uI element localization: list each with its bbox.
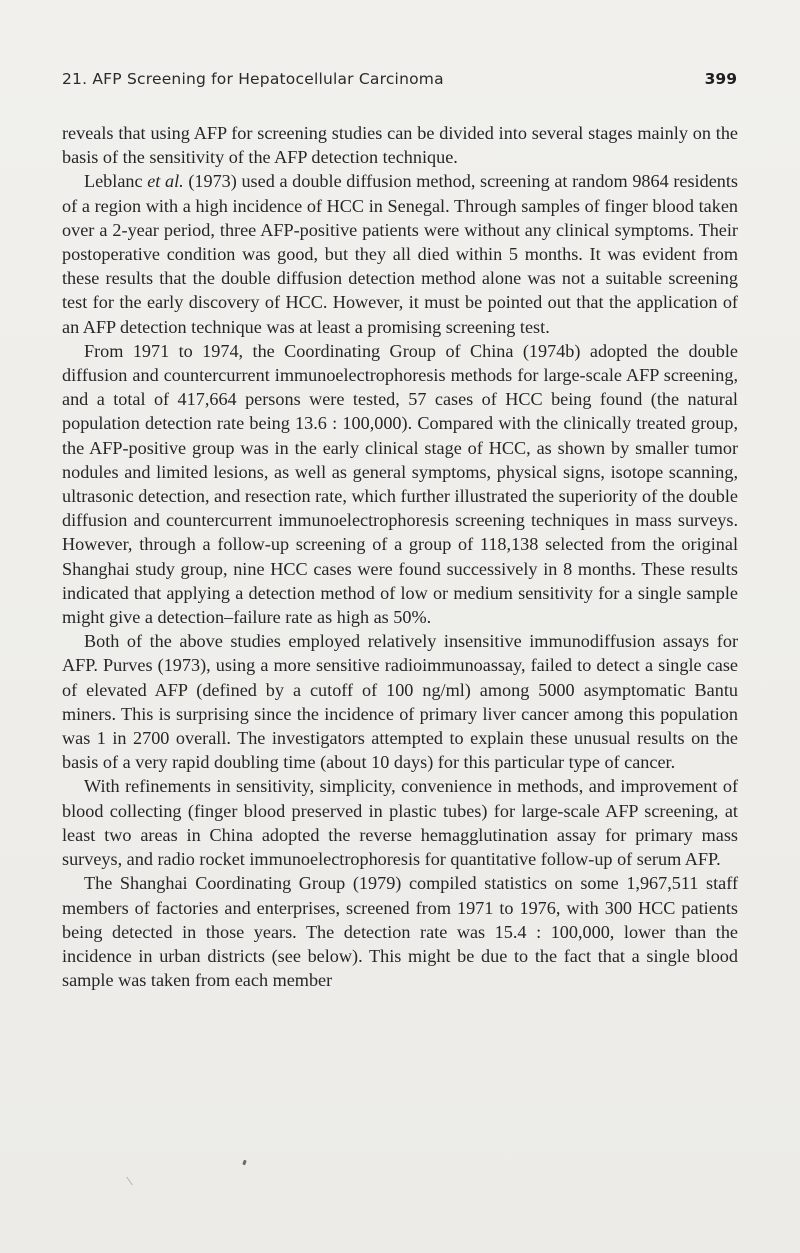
paper-scratch (126, 1177, 133, 1186)
ink-speck (242, 1160, 247, 1166)
paragraph-coordinating-group: From 1971 to 1974, the Coordinating Group of China (1974b) adopted the double diffusion and countercurrent immunoelectrophoresis methods for large-scale AFP screening, and a total of 417,664 persons were tested, 57 cases of HCC being found (the natural population detection rate being 13.6 : 100,000). Compared with the clinically treated group, the AFP-positive group was in the early clinical stage of HCC, as shown by smaller tumor nodules and limited lesions, as well as general symptoms, physical signs, isotope scanning, ultrasonic detection, and resection rate, which further illustrated the superiority of the double diffusion and countercurrent immunoelectrophoresis screening techniques in mass surveys. However, through a follow-up screening of a group of 118,138 selected from the original Shanghai study group, nine HCC cases were found successively in 8 months. These results indicated that applying a detection method of low or medium sensitivity for a single sample might give a detection–failure rate as high as 50%. (62, 340, 738, 628)
paragraph-shanghai-statistics: The Shanghai Coordinating Group (1979) compiled statistics on some 1,967,511 staff members of factories and enterprises, screened from 1971 to 1976, with 300 HCC patients being detected in those years. The detection rate was 15.4 : 100,000, lower than the incidence in urban districts (see below). This might be due to the fact that a single blood sample was taken from each member (62, 873, 738, 991)
paragraph-continuation: reveals that using AFP for screening studies can be divided into several stages mainly on the basis of the sensitivity of the AFP detection technique. (62, 123, 738, 168)
paragraph-leblanc: Leblanc et al. (1973) used a double diffusion method, screening at random 9864 residents of a region with a high incidence of HCC in Senegal. Through samples of finger blood taken over a 2-year period, three AFP-positive patients were without any clinical symptoms. Their postoperative condition was good, but they all died within 5 months. It was evident from these results that the double diffusion detection method alone was not a suitable screening test for the early discovery of HCC. However, it must be pointed out that the application of an AFP detection technique was at least a promising screening test. (62, 171, 738, 337)
chapter-title: 21. AFP Screening for Hepatocellular Carcinoma (62, 70, 444, 88)
page-number: 399 (704, 70, 737, 88)
body-text (62, 121, 738, 992)
running-header (62, 70, 737, 96)
paragraph-purves: Both of the above studies employed relatively insensitive immunodiffusion assays for AFP. Purves (1973), using a more sensitive radioimmunoassay, failed to detect a single case of elevated AFP (defined by a cutoff of 100 ng/ml) among 5000 asymptomatic Bantu miners. This is surprising since the incidence of primary liver cancer among this population was 1 in 2700 overall. The investigators attempted to explain these unusual results on the basis of a very rapid doubling time (about 10 days) for this particular type of cancer. (62, 631, 738, 773)
paragraph-refinements: With refinements in sensitivity, simplicity, convenience in methods, and improvement of blood collecting (finger blood preserved in plastic tubes) for large-scale AFP screening, at least two areas in China adopted the reverse hemagglutination assay for primary mass surveys, and radio rocket immunoelectrophoresis for quantitative follow-up of serum AFP. (62, 776, 738, 870)
et-al-italic: et al. (147, 171, 184, 192)
